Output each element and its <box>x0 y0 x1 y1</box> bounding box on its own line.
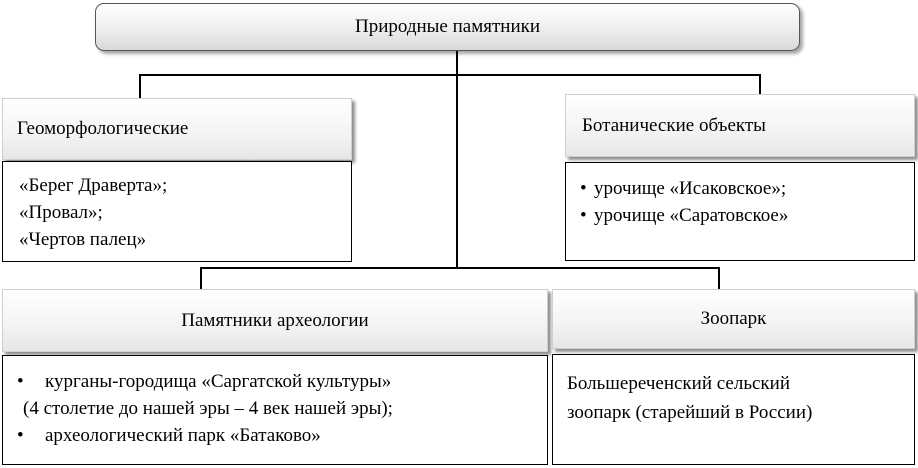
connector-trunk <box>456 51 458 268</box>
bot-item: • урочище «Исаковское»; <box>580 175 914 202</box>
connector-arch-drop <box>200 267 202 289</box>
bot-heading-label: Ботанические объекты <box>582 114 766 136</box>
arch-heading-label: Памятники археологии <box>181 309 369 331</box>
arch-item-continuation: (4 столетие до нашей эры – 4 век нашей эры); <box>23 398 393 419</box>
zoo-text-box <box>552 354 915 465</box>
geo-heading <box>2 98 352 160</box>
bullet-icon: • <box>580 178 587 199</box>
zoo-line: зоопарк (старейший в России) <box>567 402 813 423</box>
connector-top-bar <box>139 74 760 76</box>
connector-bot-drop <box>759 74 761 94</box>
arch-heading <box>2 289 548 352</box>
bullet-icon: • <box>17 425 24 446</box>
geo-item: «Провал»; <box>19 202 103 223</box>
connector-geo-drop <box>139 74 141 98</box>
arch-list-box <box>2 355 548 465</box>
arch-item: • курганы-городища «Саргатской культуры» <box>17 368 547 395</box>
connector-zoo-drop <box>718 267 720 289</box>
geo-item: «Берег Дравертa»; <box>19 175 168 196</box>
zoo-line: Большереченский сельский <box>567 373 790 394</box>
zoo-heading <box>552 289 915 349</box>
arch-item: • археологический парк «Батаково» <box>17 422 547 449</box>
bot-heading <box>565 94 915 157</box>
root-node-title: Природные памятники <box>95 3 800 51</box>
connector-bottom-bar <box>200 267 719 269</box>
zoo-heading-label: Зоопарк <box>700 308 767 329</box>
bot-item: • урочище «Саратовское» <box>580 202 914 229</box>
geo-item: «Чертов палец» <box>19 229 147 250</box>
bot-list-box <box>565 162 915 261</box>
geo-list-box <box>2 161 352 262</box>
bullet-icon: • <box>17 371 24 392</box>
geo-heading-label: Геоморфологические <box>17 118 189 139</box>
bullet-icon: • <box>580 205 587 226</box>
